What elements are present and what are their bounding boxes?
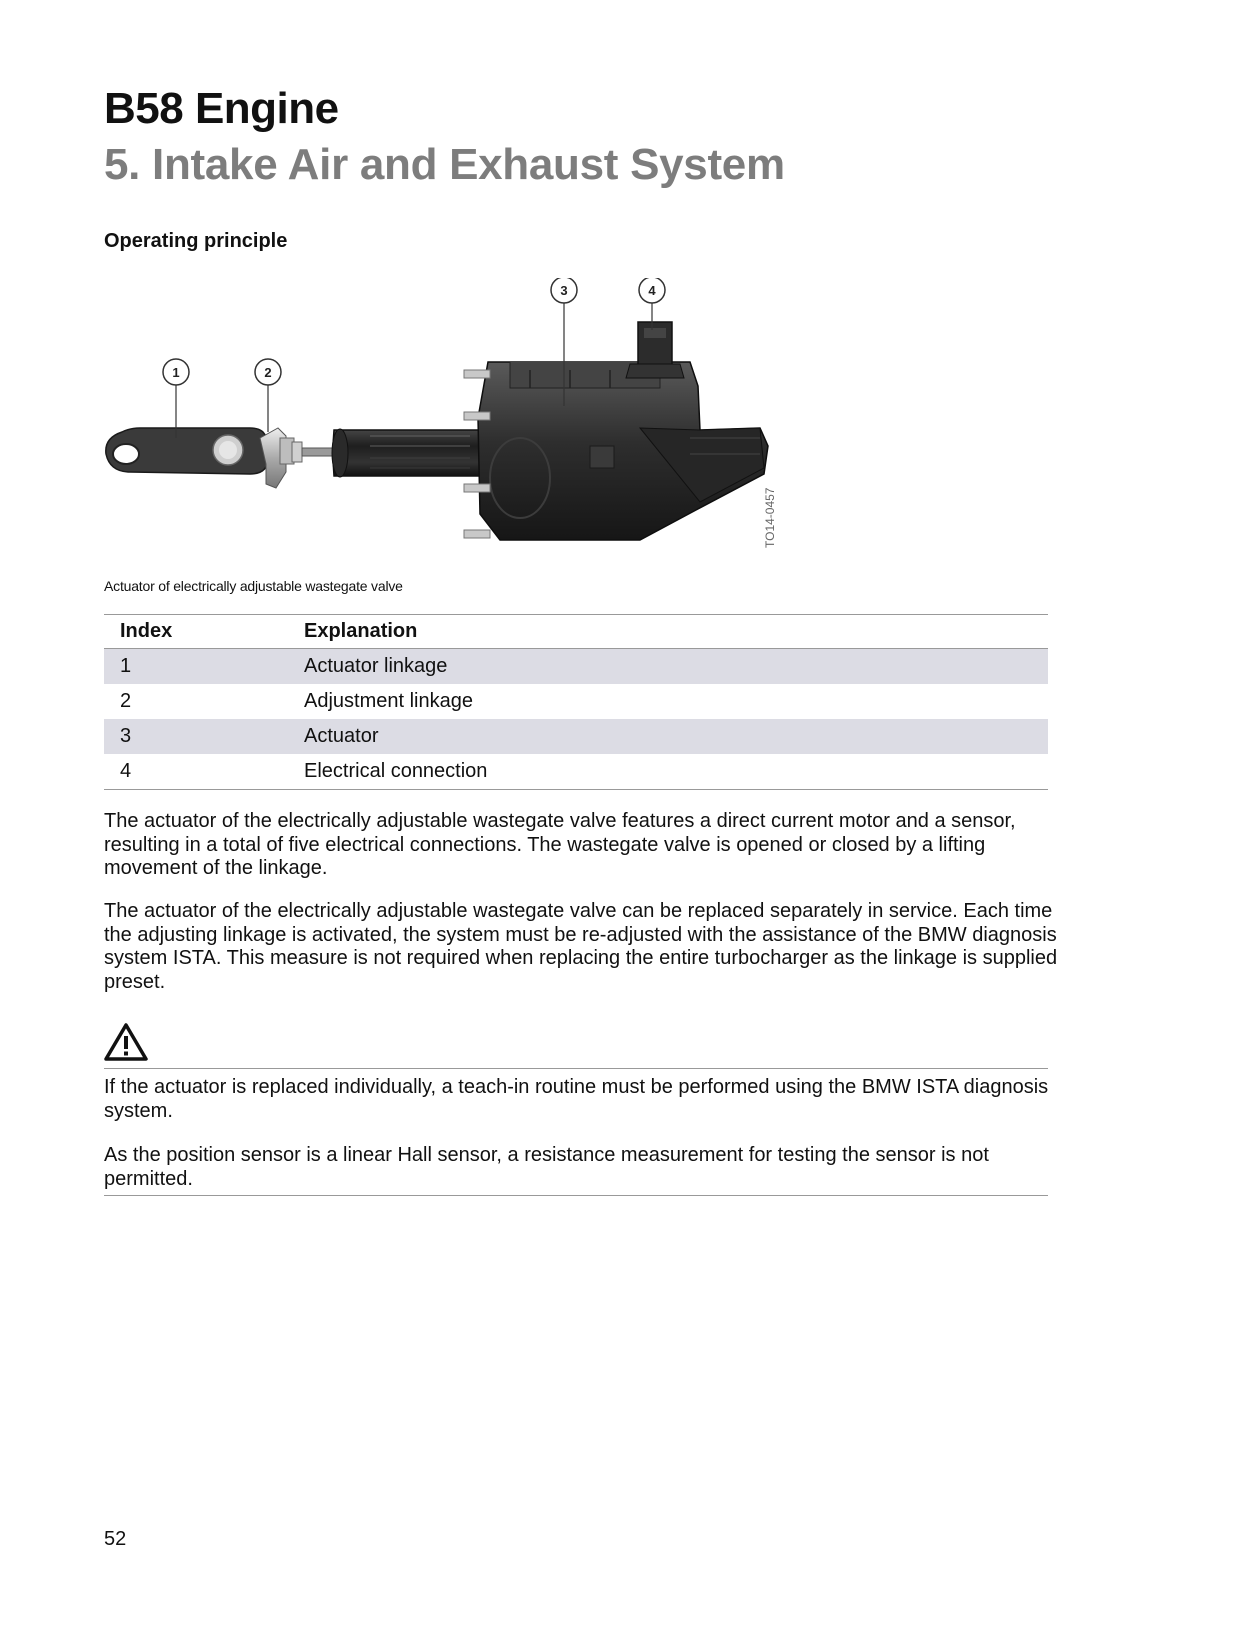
table-cell-index: 3 [104, 719, 304, 754]
svg-text:2: 2 [264, 365, 272, 380]
warning-text-2: As the position sensor is a linear Hall sensor, a resistance measurement for testing the sensor is not permitted. [104, 1144, 989, 1190]
table-row [104, 719, 1048, 754]
warning-triangle-icon [104, 1022, 148, 1062]
callout-4 [639, 278, 665, 303]
document-title: B58 Engine [104, 84, 339, 133]
table-cell-explanation: Actuator linkage [304, 649, 1048, 685]
svg-text:4: 4 [648, 283, 656, 298]
page-number: 52 [104, 1528, 127, 1550]
table-row [104, 649, 1048, 685]
table-cell-explanation: Adjustment linkage [304, 690, 473, 712]
adjustment-linkage [260, 428, 334, 488]
table-cell-index: 4 [120, 760, 132, 782]
index-table [104, 614, 1048, 790]
table-header-index: Index [104, 615, 304, 649]
callout-2 [255, 359, 281, 385]
table-row [104, 754, 1048, 790]
figure-caption: Actuator of electrically adjustable wastegate valve [104, 578, 403, 594]
body-paragraph-1: The actuator of the electrically adjustable wastegate valve features a direct current motor and a sensor, resulting in a total of five electrical connections. The wastegate valve is opened or closed by a lifting movement of the linkage. [104, 810, 1016, 879]
table-header-row [104, 615, 1048, 649]
actuator-cylinder [332, 429, 480, 477]
table-row [104, 684, 1048, 719]
body-paragraph-2: The actuator of the electrically adjustable wastegate valve can be replaced separately in service. Each time the adjusting linkage is activated, the system must be re-adjusted with the assistance of the BMW diagnosis system ISTA. This measure is not required when replacing the entire turbocharger as the linkage is supplied preset. [104, 900, 1058, 993]
warning-bottom-divider [104, 1195, 1048, 1196]
table-cell-index: 2 [120, 690, 132, 712]
electrical-connector [626, 322, 684, 378]
figure-code: TO14-0457 [763, 487, 777, 548]
warning-text-1: If the actuator is replaced individually, a teach-in routine must be performed using the BMW ISTA diagnosis system. [104, 1076, 1049, 1122]
table-cell-index: 1 [104, 649, 304, 685]
warning-top-divider [104, 1068, 1048, 1069]
table-cell-explanation: Actuator [304, 719, 1048, 754]
wastegate-actuator-illustration [100, 278, 800, 578]
actuator-housing [464, 362, 768, 540]
actuator-linkage [106, 428, 268, 474]
chapter-title: 5. Intake Air and Exhaust System [104, 140, 785, 189]
table-cell-explanation: Electrical connection [304, 760, 488, 782]
svg-text:1: 1 [172, 365, 180, 380]
svg-text:3: 3 [560, 283, 568, 298]
section-heading: Operating principle [104, 230, 288, 252]
callout-3 [551, 278, 577, 303]
callout-1 [163, 359, 189, 385]
table-header-explanation: Explanation [304, 615, 1048, 649]
